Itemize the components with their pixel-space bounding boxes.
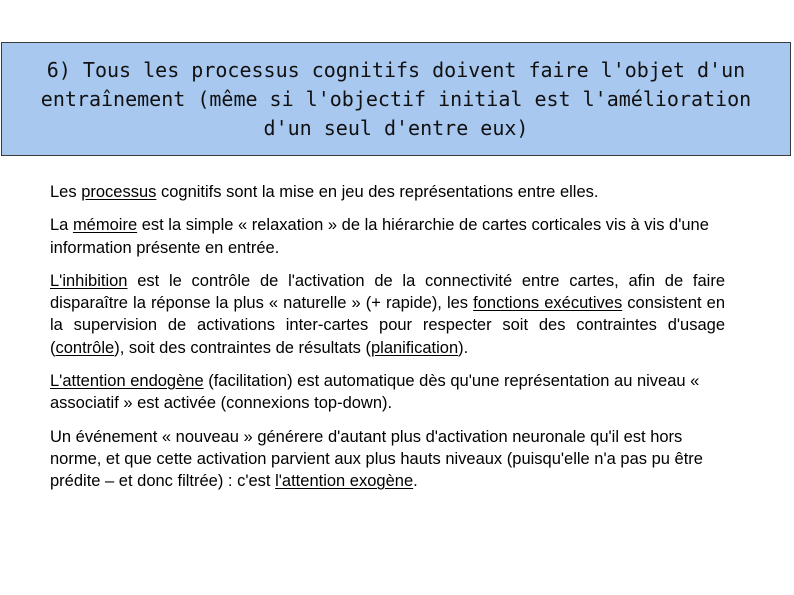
term-memoire: mémoire <box>72 216 138 235</box>
text: est le contrôle de l'activation de la connectivité entre cartes, afin de faire disparaître la réponse la plus « naturelle » (+ rapide), les <box>50 271 725 313</box>
text: ), soit des contraintes de résultats ( <box>114 338 371 357</box>
term-planification: planification <box>370 338 459 357</box>
paragraph-attention-exogene <box>50 426 725 493</box>
text: La <box>50 216 73 235</box>
slide-title-line-2: entraînement (même si l'objectif initial est l'amélioration <box>40 86 752 111</box>
text: consistent en la supervision de activations inter-cartes pour respecter soit des contraintes d'usage ( <box>50 294 726 357</box>
paragraph-inhibition <box>50 270 725 359</box>
text: Un événement « nouveau » générere d'autant plus d'activation neuronale qu'il est hors norme, et que cette activation parvient aux plus hauts niveaux (puisqu'elle n'a pas pu être prédite – et donc filtrée) : c'est <box>50 427 703 491</box>
paragraph-processus <box>50 181 725 203</box>
paragraph-memoire <box>50 214 725 259</box>
term-attention-endogene: L'attention endogène <box>50 372 204 391</box>
text: . <box>413 472 418 491</box>
paragraph-attention-endogene <box>50 370 725 415</box>
term-attention-exogene: l'attention exogène <box>275 472 414 491</box>
text: Les <box>50 183 82 201</box>
text: est la simple « relaxation » de la hiérarchie de cartes corticales vis à vis d'une information présente en entrée. <box>50 216 709 257</box>
text: (facilitation) est automatique dès qu'une représentation au niveau « associatif » est activée (connexions top-down). <box>50 372 700 413</box>
slide-title-line-3: d'un seul d'entre eux) <box>263 115 529 140</box>
slide-title-line-1: 6) Tous les processus cognitifs doivent faire l'objet d'un <box>46 57 746 82</box>
term-processus: processus <box>81 183 157 201</box>
text: ). <box>458 338 469 357</box>
text: cognitifs sont la mise en jeu des représentations entre elles. <box>156 183 599 201</box>
term-inhibition: L'inhibition <box>50 271 128 290</box>
term-controle: contrôle <box>55 338 115 357</box>
slide-body <box>50 181 725 504</box>
term-fonctions-executives: fonctions exécutives <box>473 294 623 313</box>
slide-title-box <box>1 42 791 156</box>
